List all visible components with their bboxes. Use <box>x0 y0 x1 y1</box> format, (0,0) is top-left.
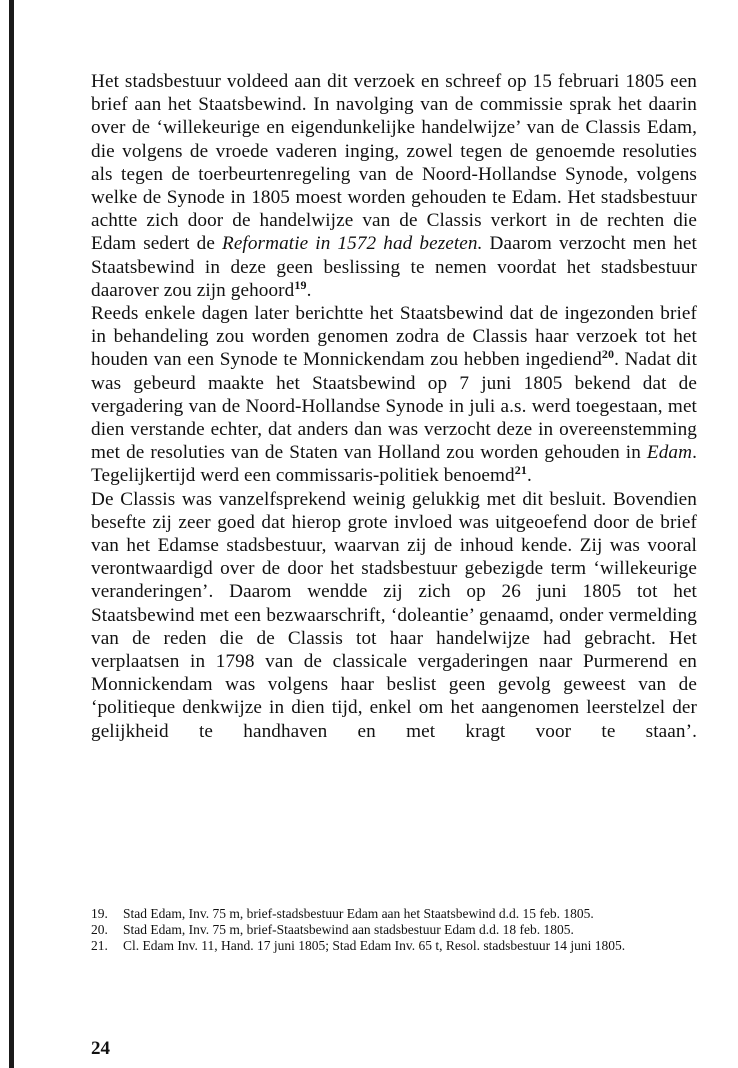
footnote-reference: 19 <box>294 277 307 292</box>
footnote-text: Stad Edam, Inv. 75 m, brief-Staatsbewind aan stadsbestuur Edam d.d. 18 feb. 1805. <box>123 922 574 937</box>
footnotes <box>91 906 697 954</box>
text-segment: Reeds enkele dagen later berichtte het Staatsbewind dat de ingezonden brief in behandeling zou worden genomen zodra de Classis haar verzoek tot het houden van een Synode te Monnickendam zou hebben ingediend <box>91 303 697 371</box>
binding-edge <box>9 0 14 1068</box>
italic-text: Edam <box>646 442 693 464</box>
text-segment: . Tegelijkertijd werd een commissaris-politiek benoemd <box>91 442 697 487</box>
footnote <box>91 922 697 938</box>
text-segment: Daarom verzocht men het Staatsbewind in deze geen beslissing te nemen voordat het stadsbestuur daarover zou zijn gehoord <box>91 233 697 301</box>
footnote-reference: 20 <box>601 347 615 362</box>
footnote-number: 19. <box>91 906 108 921</box>
footnote-number: 21. <box>91 938 108 953</box>
text-segment: . <box>526 465 532 487</box>
footnote-text: Stad Edam, Inv. 75 m, brief-stadsbestuur Edam aan het Staatsbewind d.d. 15 feb. 1805. <box>123 906 594 921</box>
footnote-number: 20. <box>91 922 108 937</box>
italic-text: Reformatie in 1572 had bezeten. <box>222 233 483 255</box>
footnote <box>91 938 697 954</box>
footnote-text: Cl. Edam Inv. 11, Hand. 17 juni 1805; Stad Edam Inv. 65 t, Resol. stadsbestuur 14 juni 1805. <box>123 938 626 953</box>
paragraph <box>91 70 697 302</box>
page-number: 24 <box>91 1038 110 1059</box>
paragraph <box>91 488 697 743</box>
text-segment: Het stadsbestuur voldeed aan dit verzoek en schreef op 15 februari 1805 een brief aan het Staatsbewind. In navolging van de commissie sprak het daarin over de ‘willekeurige en eigendunkelijke handelwijze’ van de Classis Edam, die volgens de vroede vaderen inging, zowel tegen de genoemde resoluties als tegen de toerbeurtenregeling van de Noord-Hollandse Synode, volgens welke de Synode in 1805 moest worden gehouden te Edam. Het stadsbestuur achtte zich door de handelwijze van de Classis verkort in de rechten die Edam sedert de <box>91 71 697 255</box>
text-segment: De Classis was vanzelfsprekend weinig gelukkig met dit besluit. Bovendien besefte zij zeer goed dat hierop grote invloed was uitgeoefend door de brief van het Edamse stadsbestuur, waarvan zij de inhoud kende. Zij was vooral verontwaardigd over de door het stadsbestuur gebezigde term ‘willekeurige veranderingen’. Daarom wendde zij zich op 26 juni 1805 tot het Staatsbewind met een bezwaarschrift, ‘doleantie’ genaamd, onder vermelding van de reden die de Classis tot haar handelwijze had gebracht. Het verplaatsen in 1798 van de classicale vergaderingen naar Purmerend en Monnickendam was volgens haar beslist geen gevolg geweest van de ‘politieque denkwijze in dien tijd, enkel om het aangenomen leerstelzel der gelijkheid te handhaven en met kragt voor te staan’. <box>91 488 697 742</box>
body-text <box>91 70 697 743</box>
paragraph <box>91 302 697 488</box>
text-segment: . <box>306 279 312 301</box>
footnote <box>91 906 697 922</box>
text-segment: . Nadat dit was gebeurd maakte het Staatsbewind op 7 juni 1805 bekend dat de vergadering van de Noord-Hollandse Synode in juli a.s. werd toegestaan, met dien verstande echter, dat anders dan was verzocht deze in overeenstemming met de resoluties van de Staten van Holland zou worden gehouden in <box>91 349 697 464</box>
footnote-reference: 21 <box>514 463 527 478</box>
